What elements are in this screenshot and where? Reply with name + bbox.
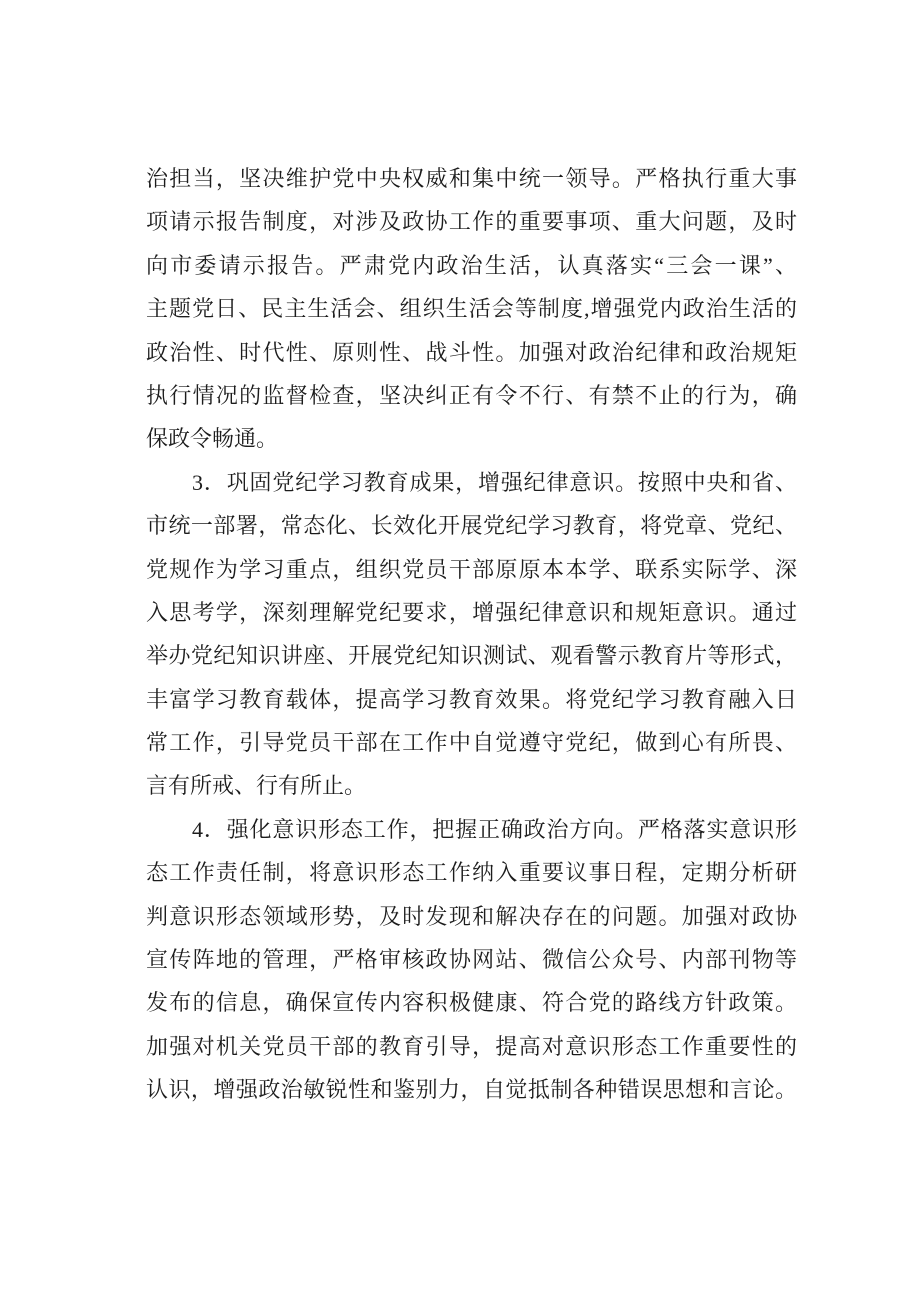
text-line: 党规作为学习重点，组织党员干部原原本本学、联系实际学、深 xyxy=(146,556,797,582)
text-line: 向市委请示报告。严肃党内政治生活，认真落实“三会一课”、 xyxy=(146,252,797,278)
text-line: 执行情况的监督检查，坚决纠正有令不行、有禁不止的行为，确 xyxy=(146,382,797,408)
text-line: 市统一部署，常态化、长效化开展党纪学习教育，将党章、党纪、 xyxy=(146,513,797,539)
text-line: 3．巩固党纪学习教育成果，增强纪律意识。按照中央和省、 xyxy=(192,469,797,495)
text-line: 项请示报告制度，对涉及政协工作的重要事项、重大问题，及时 xyxy=(146,209,797,235)
text-line: 常工作，引导党员干部在工作中自觉遵守党纪，做到心有所畏、 xyxy=(146,730,797,756)
text-line: 主题党日、民主生活会、组织生活会等制度,增强党内政治生活的 xyxy=(146,296,797,322)
text-line: 发布的信息，确保宣传内容积极健康、符合党的路线方针政策。 xyxy=(146,990,797,1016)
text-line: 宣传阵地的管理，严格审核政协网站、微信公众号、内部刊物等 xyxy=(146,947,797,973)
text-line: 丰富学习教育载体，提高学习教育效果。将党纪学习教育融入日 xyxy=(146,686,797,712)
text-line: 举办党纪知识讲座、开展党纪知识测试、观看警示教育片等形式， xyxy=(146,643,797,669)
text-line: 言有所戒、行有所止。 xyxy=(146,773,367,799)
text-line: 加强对机关党员干部的教育引导，提高对意识形态工作重要性的 xyxy=(146,1033,797,1059)
text-line: 认识，增强政治敏锐性和鉴别力，自觉抵制各种错误思想和言论。 xyxy=(146,1077,797,1103)
text-line: 入思考学，深刻理解党纪要求，增强纪律意识和规矩意识。通过 xyxy=(146,599,797,625)
text-line: 态工作责任制，将意识形态工作纳入重要议事日程，定期分析研 xyxy=(146,860,797,886)
text-line: 4．强化意识形态工作，把握正确政治方向。严格落实意识形 xyxy=(192,816,797,842)
text-line: 保政令畅通。 xyxy=(146,426,279,452)
text-line: 判意识形态领域形势，及时发现和解决存在的问题。加强对政协 xyxy=(146,903,797,929)
text-line: 政治性、时代性、原则性、战斗性。加强对政治纪律和政治规矩 xyxy=(146,339,797,365)
text-line: 治担当，坚决维护党中央权威和集中统一领导。严格执行重大事 xyxy=(146,166,797,191)
document-body xyxy=(146,157,797,1112)
